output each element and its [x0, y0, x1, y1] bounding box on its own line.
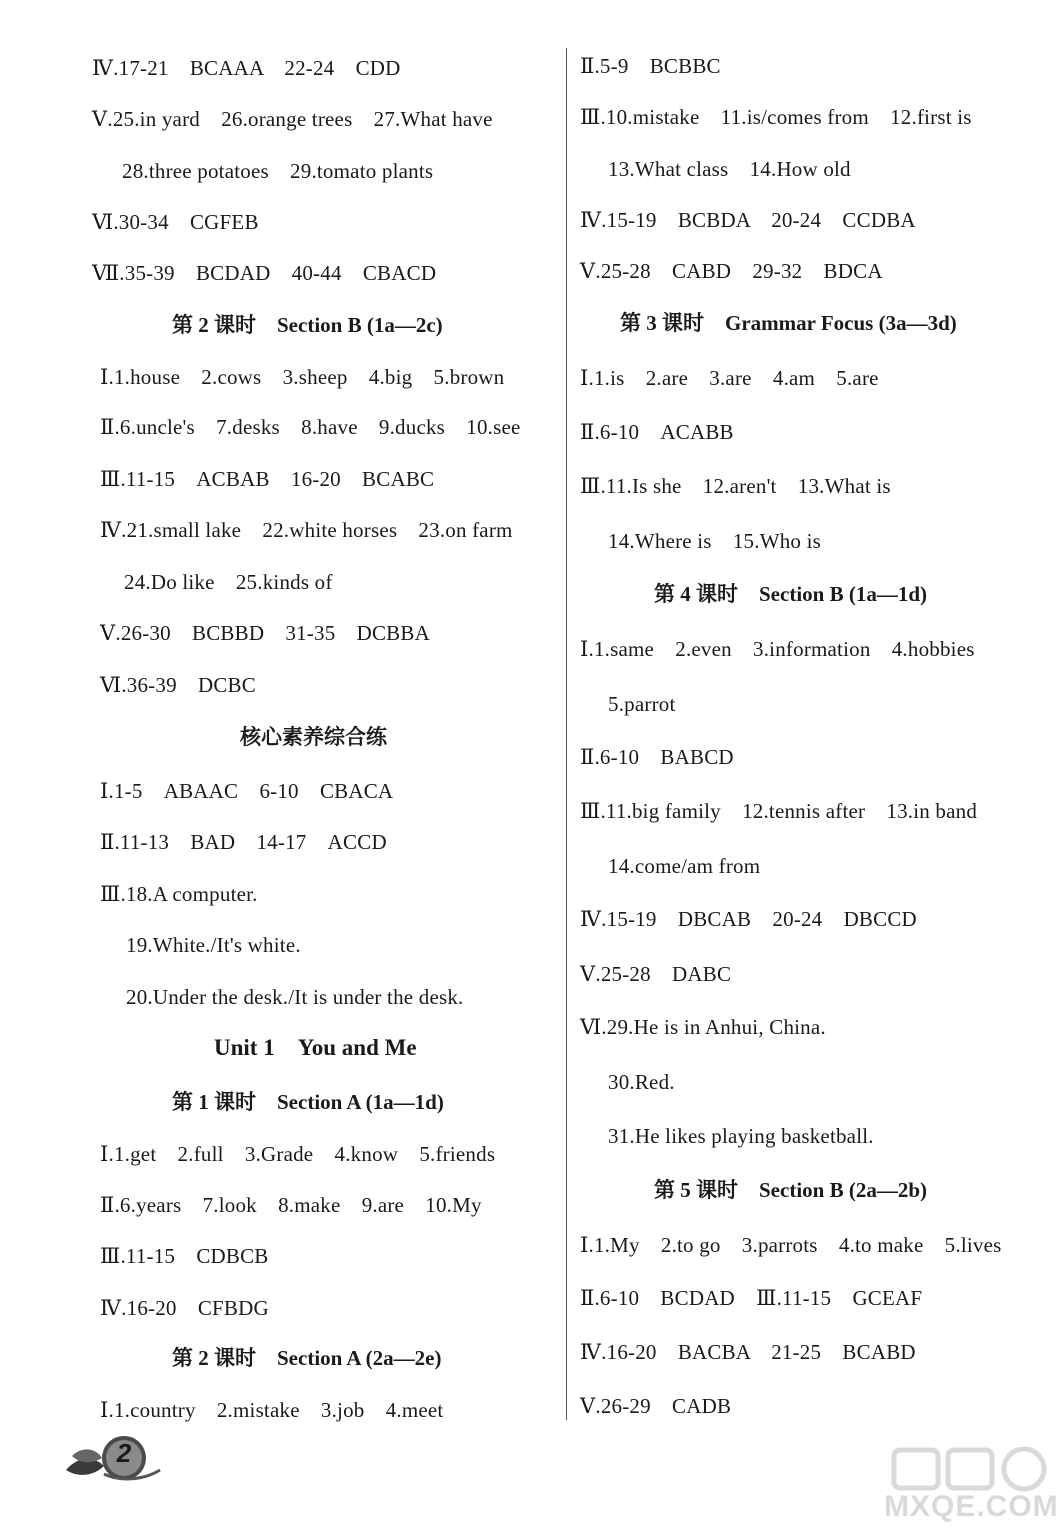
answer-line: Ⅲ.11.big family 12.tennis after 13.in band	[580, 799, 978, 823]
section-heading: 第 4 课时 Section B (1a—1d)	[654, 582, 927, 606]
answer-line: 5.parrot	[608, 692, 676, 716]
column-divider	[566, 48, 567, 1420]
answer-line: 14.Where is 15.Who is	[608, 529, 821, 553]
answer-line: Ⅵ.29.He is in Anhui, China.	[580, 1015, 826, 1039]
answer-line: Ⅳ.16-20 CFBDG	[100, 1296, 269, 1320]
page-number-badge	[60, 1426, 170, 1486]
answer-line: 31.He likes playing basketball.	[608, 1124, 874, 1148]
answer-line: Ⅴ.25-28 DABC	[580, 962, 732, 986]
section-heading: 第 2 课时 Section A (2a—2e)	[172, 1346, 442, 1370]
answer-line: 30.Red.	[608, 1070, 675, 1094]
answer-line: Ⅴ.25.in yard 26.orange trees 27.What have	[92, 107, 493, 131]
watermark	[884, 1444, 1059, 1530]
answer-line: Ⅲ.10.mistake 11.is/comes from 12.first is	[580, 105, 972, 129]
answer-line: Ⅵ.36-39 DCBC	[100, 673, 256, 697]
section-heading: 第 2 课时 Section B (1a—2c)	[172, 313, 443, 337]
answer-line: Ⅰ.1.get 2.full 3.Grade 4.know 5.friends	[100, 1142, 496, 1166]
answer-line: Ⅴ.25-28 CABD 29-32 BDCA	[580, 259, 883, 283]
watermark-logo-icon	[884, 1444, 1054, 1494]
answer-line: Ⅱ.6.uncle's 7.desks 8.have 9.ducks 10.see	[100, 415, 521, 439]
section-heading: 第 3 课时 Grammar Focus (3a—3d)	[620, 311, 957, 335]
section-heading: 第 1 课时 Section A (1a—1d)	[172, 1090, 444, 1114]
answer-line: Ⅰ.1.My 2.to go 3.parrots 4.to make 5.lives	[580, 1233, 1002, 1257]
answer-line: Ⅳ.17-21 BCAAA 22-24 CDD	[92, 56, 401, 80]
answer-line: Ⅲ.11-15 ACBAB 16-20 BCABC	[100, 467, 435, 491]
answer-line: Ⅰ.1-5 ABAAC 6-10 CBACA	[100, 779, 394, 803]
answer-line: 28.three potatoes 29.tomato plants	[122, 159, 434, 183]
answer-line: Ⅴ.26-30 BCBBD 31-35 DCBBA	[100, 621, 430, 645]
answer-line: Ⅳ.15-19 BCBDA 20-24 CCDBA	[580, 208, 916, 232]
answer-line: Ⅱ.6.years 7.look 8.make 9.are 10.My	[100, 1193, 482, 1217]
page-number: 2	[116, 1438, 132, 1468]
answer-line: Ⅰ.1.house 2.cows 3.sheep 4.big 5.brown	[100, 365, 505, 389]
answer-line: Ⅱ.6-10 BABCD	[580, 745, 734, 769]
answer-line: Ⅱ.6-10 BCDAD Ⅲ.11-15 GCEAF	[580, 1286, 923, 1310]
watermark-text: MXQE.COM	[884, 1490, 1059, 1523]
answer-line: Ⅳ.15-19 DBCAB 20-24 DBCCD	[580, 907, 917, 931]
answer-line: Ⅰ.1.country 2.mistake 3.job 4.meet	[100, 1398, 444, 1422]
answer-line: 19.White./It's white.	[126, 933, 301, 957]
answer-line: Ⅲ.11-15 CDBCB	[100, 1244, 269, 1268]
answer-line: Ⅶ.35-39 BCDAD 40-44 CBACD	[92, 261, 437, 285]
answer-line: Ⅱ.5-9 BCBBC	[580, 54, 721, 78]
answer-line: Ⅲ.18.A computer.	[100, 882, 258, 906]
answer-line: Ⅰ.1.is 2.are 3.are 4.am 5.are	[580, 366, 879, 390]
section-heading: 核心素养综合练	[240, 725, 387, 749]
answer-line: 14.come/am from	[608, 854, 761, 878]
answer-line: Ⅲ.11.Is she 12.aren't 13.What is	[580, 474, 891, 498]
answer-line: Ⅰ.1.same 2.even 3.information 4.hobbies	[580, 637, 975, 661]
answer-line: Ⅴ.26-29 CADB	[580, 1394, 732, 1418]
answer-line: 13.What class 14.How old	[608, 157, 851, 181]
answer-line: Ⅳ.16-20 BACBA 21-25 BCABD	[580, 1340, 916, 1364]
unit-title: Unit 1 You and Me	[214, 1035, 417, 1060]
answer-line: Ⅳ.21.small lake 22.white horses 23.on farm	[100, 518, 513, 542]
answer-line: 24.Do like 25.kinds of	[124, 570, 333, 594]
answer-line: Ⅵ.30-34 CGFEB	[92, 210, 259, 234]
answer-line: Ⅱ.6-10 ACABB	[580, 420, 734, 444]
answer-line: 20.Under the desk./It is under the desk.	[126, 985, 464, 1009]
section-heading: 第 5 课时 Section B (2a—2b)	[654, 1178, 927, 1202]
answer-line: Ⅱ.11-13 BAD 14-17 ACCD	[100, 830, 387, 854]
